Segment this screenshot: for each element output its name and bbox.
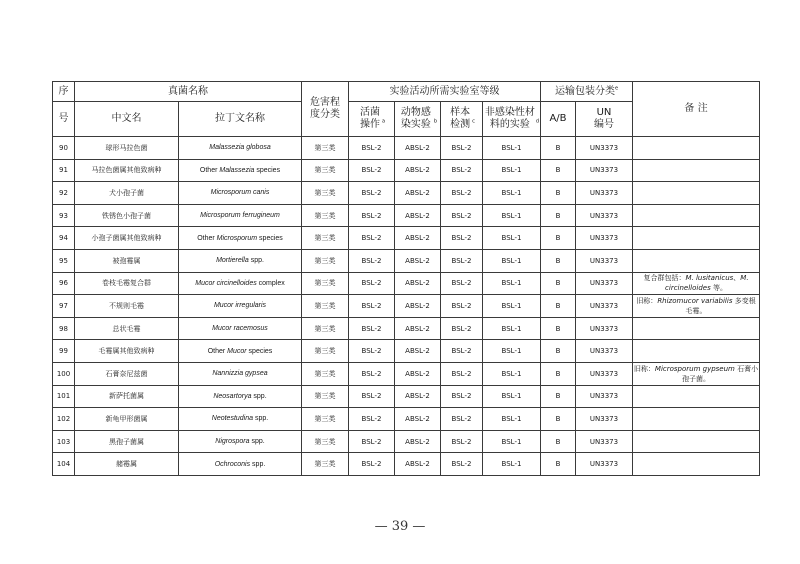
header-noninf <box>483 102 541 137</box>
latin-name <box>179 295 302 318</box>
header-lab-group: 实验活动所需实验室等级 <box>349 82 541 102</box>
table-row <box>53 453 760 476</box>
latin-genus: Microsporum <box>216 234 258 242</box>
latin-name-text: Mucor circinelloides <box>195 279 257 287</box>
table-row <box>53 362 760 385</box>
remarks-cell <box>633 137 760 160</box>
hazard-class: 第三类 <box>302 159 349 182</box>
remarks-cell <box>633 182 760 205</box>
op-level: BSL-2 <box>349 182 395 205</box>
latin-genus: Malassezia <box>219 166 255 174</box>
table-row <box>53 204 760 227</box>
chinese-name: 球形马拉色菌 <box>75 137 179 160</box>
chinese-name: 赭霉属 <box>75 453 179 476</box>
latin-name <box>179 137 302 160</box>
table-row <box>53 408 760 431</box>
latin-suffix: complex <box>256 279 285 287</box>
noninf-level: BSL-1 <box>483 362 541 385</box>
op-level: BSL-2 <box>349 159 395 182</box>
op-level: BSL-2 <box>349 430 395 453</box>
chinese-name: 总状毛霉 <box>75 317 179 340</box>
noninf-level: BSL-1 <box>483 295 541 318</box>
hazard-class: 第三类 <box>302 182 349 205</box>
hazard-class: 第三类 <box>302 204 349 227</box>
op-level: BSL-2 <box>349 340 395 363</box>
remark-text: 多变根毛霉。 <box>685 296 756 315</box>
sample-level: BSL-2 <box>441 295 483 318</box>
hazard-class: 第三类 <box>302 408 349 431</box>
sample-level: BSL-2 <box>441 385 483 408</box>
header-op-text: 活菌操作 <box>359 107 380 130</box>
latin-name <box>179 159 302 182</box>
chinese-name: 新萨托菌属 <box>75 385 179 408</box>
op-level: BSL-2 <box>349 137 395 160</box>
un-number: UN3373 <box>576 295 633 318</box>
op-level: BSL-2 <box>349 408 395 431</box>
un-number: UN3373 <box>576 317 633 340</box>
remark-italic: M. circinelloides <box>665 274 749 293</box>
animal-level: ABSL-2 <box>395 385 441 408</box>
noninf-level: BSL-1 <box>483 227 541 250</box>
remarks-cell <box>633 317 760 340</box>
header-ab: A/B <box>541 102 576 137</box>
latin-suffix: species <box>246 347 273 355</box>
latin-prefix: Other <box>207 347 228 355</box>
transport-ab: B <box>541 227 576 250</box>
latin-name-text: Mucor racemosus <box>212 325 268 333</box>
sample-level: BSL-2 <box>441 249 483 272</box>
table-row <box>53 295 760 318</box>
un-number: UN3373 <box>576 430 633 453</box>
latin-name-text: Ochroconis <box>214 460 251 468</box>
header-animal <box>395 102 441 137</box>
sample-level: BSL-2 <box>441 362 483 385</box>
header-op-sup: a <box>381 118 386 125</box>
animal-level: ABSL-2 <box>395 159 441 182</box>
animal-level: ABSL-2 <box>395 408 441 431</box>
animal-level: ABSL-2 <box>395 137 441 160</box>
header-noninf-sup: d <box>535 118 540 125</box>
table-row <box>53 137 760 160</box>
hazard-class: 第三类 <box>302 385 349 408</box>
chinese-name: 不规则毛霉 <box>75 295 179 318</box>
chinese-name: 卷枝毛霉复合群 <box>75 272 179 295</box>
remarks-cell <box>633 295 760 318</box>
remark-text: 等。 <box>710 284 727 293</box>
remark-text: 旧称： <box>633 364 655 373</box>
latin-prefix: Other <box>199 166 220 174</box>
transport-ab: B <box>541 385 576 408</box>
latin-name <box>179 453 302 476</box>
op-level: BSL-2 <box>349 249 395 272</box>
noninf-level: BSL-1 <box>483 137 541 160</box>
row-number: 101 <box>53 385 75 408</box>
latin-name <box>179 385 302 408</box>
sample-level: BSL-2 <box>441 159 483 182</box>
un-number: UN3373 <box>576 227 633 250</box>
un-number: UN3373 <box>576 453 633 476</box>
header-seq-top: 序 <box>53 82 75 102</box>
row-number: 98 <box>53 317 75 340</box>
row-number: 93 <box>53 204 75 227</box>
hazard-class: 第三类 <box>302 317 349 340</box>
latin-name <box>179 204 302 227</box>
header-la-name: 拉丁文名称 <box>179 102 302 137</box>
noninf-level: BSL-1 <box>483 204 541 227</box>
op-level: BSL-2 <box>349 385 395 408</box>
un-number: UN3373 <box>576 249 633 272</box>
header-seq-bottom: 号 <box>53 102 75 137</box>
latin-name <box>179 408 302 431</box>
op-level: BSL-2 <box>349 317 395 340</box>
un-number: UN3373 <box>576 340 633 363</box>
latin-prefix: Other <box>197 234 217 242</box>
transport-ab: B <box>541 204 576 227</box>
animal-level: ABSL-2 <box>395 272 441 295</box>
animal-level: ABSL-2 <box>395 227 441 250</box>
un-number: UN3373 <box>576 159 633 182</box>
remarks-cell <box>633 249 760 272</box>
op-level: BSL-2 <box>349 453 395 476</box>
latin-name <box>179 182 302 205</box>
header-op <box>349 102 395 137</box>
row-number: 90 <box>53 137 75 160</box>
table-row <box>53 227 760 250</box>
header-sample <box>441 102 483 137</box>
hazard-class: 第三类 <box>302 430 349 453</box>
transport-ab: B <box>541 182 576 205</box>
transport-ab: B <box>541 340 576 363</box>
table-row <box>53 249 760 272</box>
sample-level: BSL-2 <box>441 204 483 227</box>
hazard-class: 第三类 <box>302 295 349 318</box>
transport-ab: B <box>541 362 576 385</box>
transport-ab: B <box>541 249 576 272</box>
latin-suffix: spp. <box>250 460 266 468</box>
op-level: BSL-2 <box>349 362 395 385</box>
sample-level: BSL-2 <box>441 408 483 431</box>
op-level: BSL-2 <box>349 272 395 295</box>
header-cn-name: 中文名 <box>75 102 179 137</box>
remarks-cell <box>633 408 760 431</box>
fungi-table <box>52 81 760 476</box>
latin-name <box>179 340 302 363</box>
latin-name-text: Mucor irregularis <box>213 302 267 310</box>
hazard-class: 第三类 <box>302 249 349 272</box>
row-number: 92 <box>53 182 75 205</box>
animal-level: ABSL-2 <box>395 317 441 340</box>
latin-name <box>179 249 302 272</box>
un-number: UN3373 <box>576 385 633 408</box>
un-number: UN3373 <box>576 408 633 431</box>
latin-suffix: spp. <box>248 257 264 265</box>
un-number: UN3373 <box>576 204 633 227</box>
row-number: 99 <box>53 340 75 363</box>
noninf-level: BSL-1 <box>483 430 541 453</box>
table-row <box>53 430 760 453</box>
row-number: 104 <box>53 453 75 476</box>
un-number: UN3373 <box>576 362 633 385</box>
header-animal-sup: b <box>433 118 438 125</box>
remarks-cell <box>633 362 760 385</box>
sample-level: BSL-2 <box>441 182 483 205</box>
latin-name-text: Mortierella <box>216 257 249 265</box>
noninf-level: BSL-1 <box>483 408 541 431</box>
chinese-name: 毛霉属其他致病种 <box>75 340 179 363</box>
remark-text: 旧称： <box>636 296 658 305</box>
animal-level: ABSL-2 <box>395 182 441 205</box>
remarks-cell <box>633 159 760 182</box>
sample-level: BSL-2 <box>441 227 483 250</box>
hazard-class: 第三类 <box>302 272 349 295</box>
row-number: 102 <box>53 408 75 431</box>
latin-name-text: Neotestudina <box>211 415 254 423</box>
noninf-level: BSL-1 <box>483 249 541 272</box>
chinese-name: 黑孢子菌属 <box>75 430 179 453</box>
header-noninf-text: 非感染性材料的实验 <box>484 107 535 130</box>
op-level: BSL-2 <box>349 227 395 250</box>
sample-level: BSL-2 <box>441 137 483 160</box>
hazard-class: 第三类 <box>302 340 349 363</box>
header-remarks: 备 注 <box>633 82 760 137</box>
row-number: 103 <box>53 430 75 453</box>
latin-name <box>179 317 302 340</box>
remark-italic: M. lusitanicus <box>685 274 734 283</box>
header-transport-text: 运输包装分类 <box>554 85 615 97</box>
latin-name-text: Microsporum canis <box>210 189 270 197</box>
transport-ab: B <box>541 453 576 476</box>
op-level: BSL-2 <box>349 295 395 318</box>
chinese-name: 马拉色菌属其他致病种 <box>75 159 179 182</box>
transport-ab: B <box>541 159 576 182</box>
sample-level: BSL-2 <box>441 340 483 363</box>
transport-ab: B <box>541 430 576 453</box>
un-number: UN3373 <box>576 272 633 295</box>
table-row <box>53 340 760 363</box>
latin-suffix: spp. <box>249 438 265 446</box>
remark-text: 、 <box>733 274 741 283</box>
hazard-class: 第三类 <box>302 362 349 385</box>
sample-level: BSL-2 <box>441 272 483 295</box>
row-number: 97 <box>53 295 75 318</box>
remarks-cell <box>633 204 760 227</box>
row-number: 100 <box>53 362 75 385</box>
latin-name <box>179 227 302 250</box>
remarks-cell <box>633 272 760 295</box>
header-transport-group <box>541 82 633 102</box>
transport-ab: B <box>541 317 576 340</box>
latin-name-text: Neosartorya <box>213 392 252 400</box>
latin-name <box>179 430 302 453</box>
op-level: BSL-2 <box>349 204 395 227</box>
hazard-class: 第三类 <box>302 137 349 160</box>
table-row <box>53 272 760 295</box>
noninf-level: BSL-1 <box>483 159 541 182</box>
header-un-text: UN编号 <box>594 107 614 130</box>
latin-name-text: Nigrospora <box>215 438 250 446</box>
latin-genus: Mucor <box>227 347 247 355</box>
header-name-group: 真菌名称 <box>75 82 302 102</box>
latin-suffix: species <box>257 234 283 242</box>
latin-suffix: spp. <box>253 415 269 423</box>
header-un <box>576 102 633 137</box>
remarks-cell <box>633 385 760 408</box>
un-number: UN3373 <box>576 182 633 205</box>
chinese-name: 被孢霉属 <box>75 249 179 272</box>
header-sample-sup: c <box>472 118 475 125</box>
row-number: 95 <box>53 249 75 272</box>
animal-level: ABSL-2 <box>395 204 441 227</box>
noninf-level: BSL-1 <box>483 340 541 363</box>
transport-ab: B <box>541 137 576 160</box>
page-number: — 39 — <box>374 519 426 534</box>
hazard-class: 第三类 <box>302 453 349 476</box>
latin-suffix: spp. <box>251 392 267 400</box>
latin-name-text: Malassezia globosa <box>209 144 271 152</box>
hazard-class: 第三类 <box>302 227 349 250</box>
table-row <box>53 317 760 340</box>
un-number: UN3373 <box>576 137 633 160</box>
remark-text: 石膏小孢子菌。 <box>682 364 759 383</box>
animal-level: ABSL-2 <box>395 340 441 363</box>
latin-name-text: Nannizzia gypsea <box>212 370 268 378</box>
sample-level: BSL-2 <box>441 430 483 453</box>
noninf-level: BSL-1 <box>483 272 541 295</box>
noninf-level: BSL-1 <box>483 385 541 408</box>
latin-name <box>179 362 302 385</box>
chinese-name: 新龟甲形菌属 <box>75 408 179 431</box>
latin-name <box>179 272 302 295</box>
sample-level: BSL-2 <box>441 453 483 476</box>
remarks-cell <box>633 227 760 250</box>
remarks-cell <box>633 453 760 476</box>
chinese-name: 犬小孢子菌 <box>75 182 179 205</box>
latin-suffix: species <box>254 166 281 174</box>
animal-level: ABSL-2 <box>395 453 441 476</box>
row-number: 96 <box>53 272 75 295</box>
animal-level: ABSL-2 <box>395 249 441 272</box>
transport-ab: B <box>541 408 576 431</box>
noninf-level: BSL-1 <box>483 182 541 205</box>
remarks-cell <box>633 430 760 453</box>
header-sample-text: 样本检测 <box>450 107 471 130</box>
noninf-level: BSL-1 <box>483 453 541 476</box>
chinese-name: 铁锈色小孢子菌 <box>75 204 179 227</box>
sample-level: BSL-2 <box>441 317 483 340</box>
remark-italic: Microsporum gypseum <box>654 364 735 373</box>
animal-level: ABSL-2 <box>395 295 441 318</box>
table-row <box>53 159 760 182</box>
header-animal-text: 动物感染实验 <box>400 107 431 130</box>
row-number: 94 <box>53 227 75 250</box>
row-number: 91 <box>53 159 75 182</box>
chinese-name: 石膏奈尼兹菌 <box>75 362 179 385</box>
transport-ab: B <box>541 295 576 318</box>
header-hazard-text: 危害程度分类 <box>310 97 340 120</box>
table-row <box>53 385 760 408</box>
animal-level: ABSL-2 <box>395 430 441 453</box>
latin-name-text: Microsporum ferrugineum <box>200 212 280 220</box>
header-hazard <box>302 82 349 137</box>
table-row <box>53 182 760 205</box>
remark-text: 复合群包括： <box>643 274 686 283</box>
remark-italic: Rhizomucor variabilis <box>657 296 733 305</box>
remarks-cell <box>633 340 760 363</box>
animal-level: ABSL-2 <box>395 362 441 385</box>
noninf-level: BSL-1 <box>483 317 541 340</box>
header-transport-sup: e <box>614 85 619 92</box>
transport-ab: B <box>541 272 576 295</box>
chinese-name: 小孢子菌属其他致病种 <box>75 227 179 250</box>
